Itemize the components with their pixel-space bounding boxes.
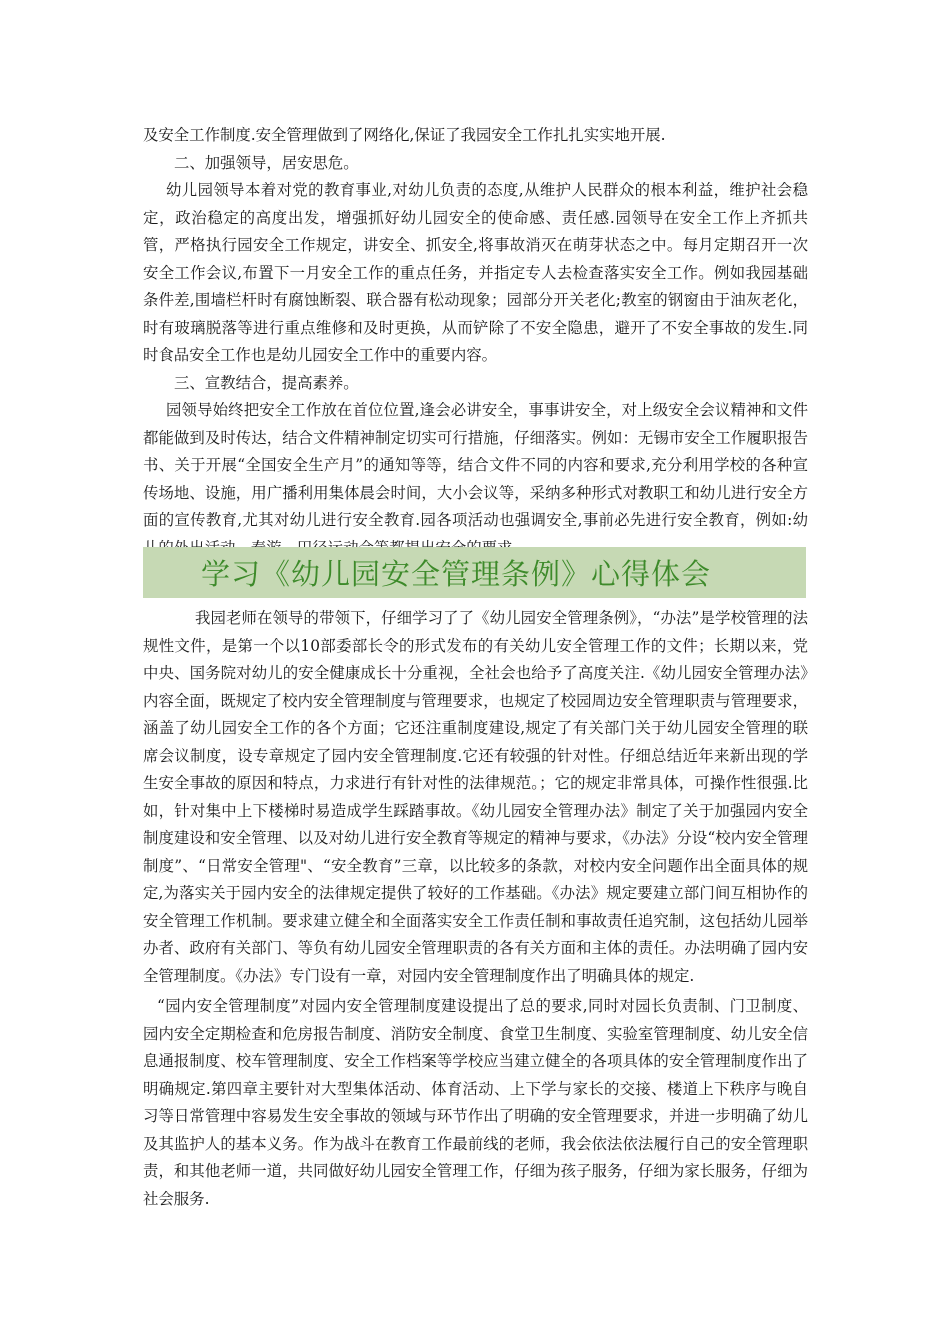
paragraph-management-system: “园内安全管理制度”对园内安全管理制度建设提出了总的要求,同时对园长负责制、门卫制度、园内安全定期检查和危房报告制度、消防安全制度、食堂卫生制度、实验室管理制度、幼儿安全信息通报制度、校车管理制度、安全工作档案等学校应当建立健全的各项具体的安全管理制度作出了明确规定.第四章主要针对大型集体活动、体育活动、上下学与家长的交接、楼道上下秩序与晚自习等日常管理中容易发生安全事故的领域与环节作出了明确的安全管理要求，并进一步明确了幼儿及其监护人的基本义务。作为战斗在教育工作最前线的老师，我会依法依法履行自己的安全管理职责，和其他老师一道，共同做好幼儿园安全管理工作，仔细为孩子服务，仔细为家长服务，仔细为社会服务.: [143, 997, 808, 1208]
document-section-1: [143, 122, 808, 562]
section-heading-2: 二、加强领导，居安思危。: [174, 153, 359, 172]
paragraph-education: 园领导始终把安全工作放在首位位置,逢会必讲安全，事事讲安全，对上级安全会议精神和文件都能做到及时传达，结合文件精神制定切实可行措施，仔细落实。例如：无锡市安全工作履职报告书、关于开展“全国安全生产月”的通知等等，结合文件不同的内容和要求,充分利用学校的各种宣传场地、设施，用广播利用集体晨会时间，大小会议等，采纳多种形式对教职工和幼儿进行安全方面的宣传教育,尤其对幼儿进行安全教育.园各项活动也强调安全,事前必先进行安全教育，例如:幼: [143, 401, 808, 529]
document-section-2: [143, 605, 808, 1213]
title-banner: [143, 547, 806, 598]
paragraph-continuation: 及安全工作制度.安全管理做到了网络化,保证了我园安全工作扎扎实实地开展.: [143, 126, 666, 144]
article-title: 学习《幼儿园安全管理条例》心得体会: [201, 557, 712, 591]
section-heading-3: 三、宣教结合，提高素养。: [174, 373, 359, 392]
paragraph-leadership: 幼儿园领导本着对党的教育事业,对幼儿负责的态度,从维护人民群众的根本利益，维护社会稳定，政治稳定的高度出发，增强抓好幼儿园安全的使命感、责任感.园领导在安全工作上齐抓共管，严格执行园安全工作规定，讲安全、抓安全,将事故消灭在萌芽状态之中。每月定期召开一次安全工作会议,布置下一月安全工作的重点任务，并指定专人去检查落实安全工作。例如我园基础条件差,围墙栏杆时有腐蚀断裂、联合器有松动现象；园部分开关老化;教室的钢窗由于油灰老化，时有玻璃脱落等进行重点维修和及时更换，从而铲除了不安全隐患，避开了不安全事故的发生.同时食品安全工作也是幼儿园安全工作中的重要内容。: [143, 181, 808, 364]
paragraph-study-notes: 我园老师在领导的带领下，仔细学习了了《幼儿园安全管理条例》，“办法”是学校管理的法规性文件，是第一个以10部委部长令的形式发布的有关幼儿安全管理工作的文件；长期以来，党中央、国务院对幼儿的安全健康成长十分重视，全社会也给予了高度关注.《幼儿园安全管理办法》内容全面，既规定了校内安全管理制度与管理要求，也规定了校园周边安全管理职责与管理要求，涵盖了幼儿园安全工作的各个方面；它还注重制度建设,规定了有关部门关于幼儿园安全管理的联席会议制度，设专章规定了园内安全管理制度.它还有较强的针对性。仔细总结近年来新出现的学生安全事故的原因和特点，力求进行有针对性的法律规范。；它的规定非常具体，可操作性很强.比如，针对集中上下楼梯时易造成学生踩踏事故。《幼儿园安全管理办法》制定了关于加强园内安全制度建设和安全管理、以及对幼儿进行安全教育等规定的精神与要求，《办法》分设“校内安全管理制度”、“日常安全管理"、“安全教育”三章，以比较多的条款，对校内安全问题作出全面具体的规定,为落实关于园内安全的法律规定提供了较好的工作基础。《办法》规定要建立部门间互相协作的安全管理工作机制。要求建立健全和全面落实安全工作责任制和事故责任追究制，这包括幼儿园举办者、政府有关部门、等负有幼儿园安全管理职责的各有关方面和主体的责任。办法明确了园内安全管理制度。《办法》专门设有一章，对园内安全管理制度作出了明确具体的规定.: [143, 609, 808, 985]
